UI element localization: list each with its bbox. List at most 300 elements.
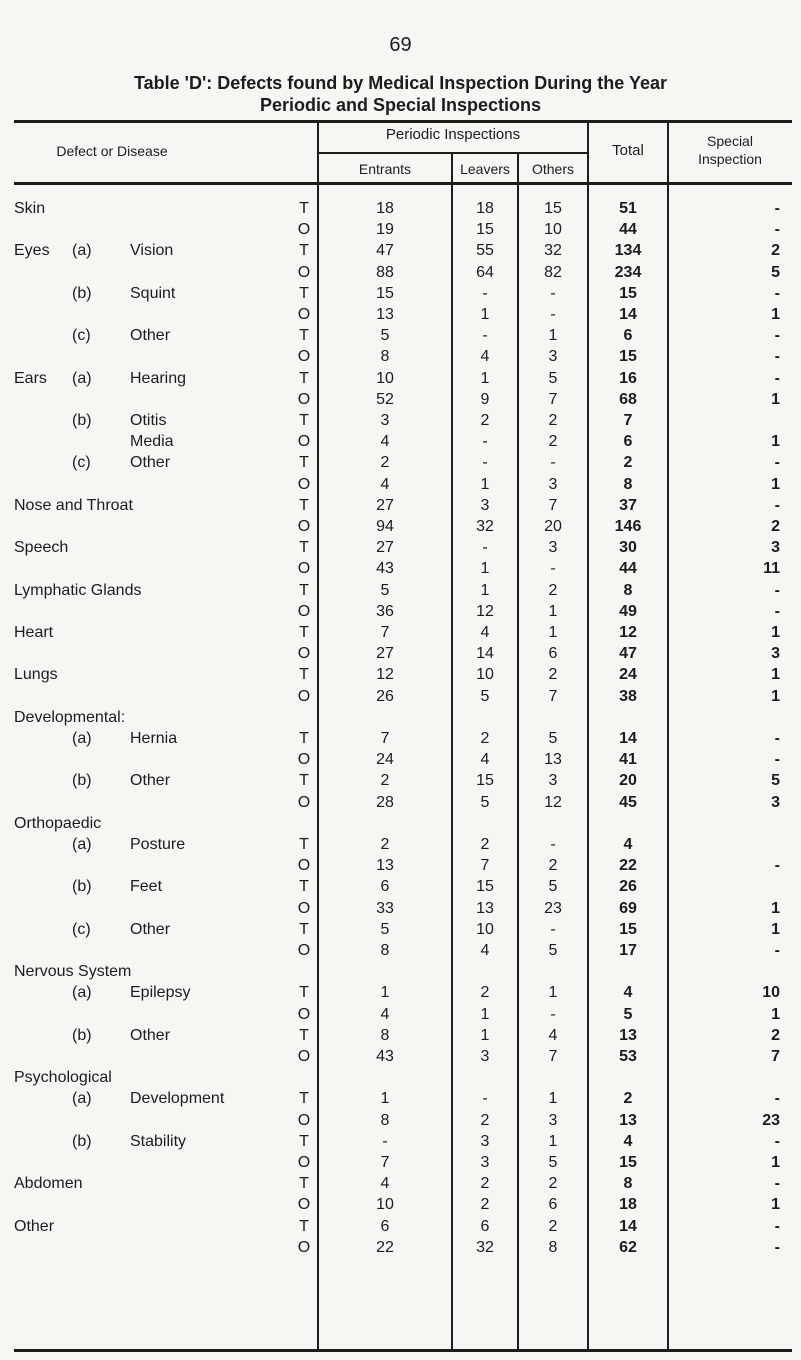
cell-entrants: 4 (380, 475, 390, 493)
cell-entrants: 8 (380, 1026, 390, 1044)
cell-leavers: - (482, 327, 488, 345)
row-type: O (297, 857, 311, 875)
cell-entrants: 18 (376, 200, 394, 217)
cell-total: 16 (619, 369, 637, 387)
cell-others: 7 (548, 496, 558, 514)
periodic-subheader-rule (318, 152, 588, 154)
table-row (0, 1067, 801, 1088)
cell-entrants: 1 (380, 984, 390, 1002)
row-sub-letter: (c) (72, 920, 91, 938)
cell-others: 82 (544, 263, 562, 281)
row-sub-letter: (a) (72, 730, 92, 747)
cell-total: 15 (619, 1154, 637, 1171)
cell-others: - (550, 306, 556, 323)
cell-total: 69 (619, 899, 637, 917)
cell-leavers: 7 (480, 857, 490, 875)
row-label: Heart (14, 624, 54, 641)
cell-entrants: 19 (376, 221, 394, 239)
row-sub-letter: (a) (72, 984, 92, 1002)
table-row (0, 198, 801, 219)
row-type: T (299, 284, 309, 302)
row-sub-name: Other (130, 920, 171, 938)
row-label: Nervous System (14, 963, 132, 981)
cell-leavers: 3 (480, 1048, 490, 1065)
row-label: Abdomen (14, 1175, 83, 1193)
cell-others: 6 (548, 1196, 558, 1214)
cell-leavers: 5 (480, 793, 490, 811)
cell-leavers: 4 (480, 624, 490, 641)
cell-entrants: 8 (380, 942, 390, 959)
bottom-rule (14, 1349, 792, 1352)
row-type: T (299, 1090, 309, 1108)
row-label: Lymphatic Glands (14, 581, 142, 599)
cell-total: 14 (619, 730, 637, 747)
cell-leavers: - (482, 454, 488, 472)
cell-entrants: 4 (380, 1175, 390, 1193)
cell-special: 1 (771, 1154, 780, 1171)
cell-total: 44 (619, 221, 637, 239)
row-type: O (297, 306, 311, 323)
cell-others: 15 (544, 200, 562, 217)
cell-leavers: 10 (476, 666, 494, 684)
cell-special: - (774, 454, 780, 472)
row-type: T (299, 539, 309, 557)
row-label: Ears (14, 369, 47, 387)
table-row (0, 368, 801, 389)
cell-entrants: - (382, 1132, 388, 1150)
cell-special: 23 (762, 1111, 780, 1129)
row-type: O (297, 348, 311, 366)
header-entrants: Entrants (358, 161, 412, 177)
cell-others: 3 (548, 772, 558, 790)
cell-leavers: 13 (476, 899, 494, 917)
cell-others: 1 (548, 327, 558, 345)
cell-special: 1 (771, 920, 780, 938)
cell-total: 24 (619, 666, 637, 684)
row-type: T (299, 1026, 309, 1044)
cell-others: 1 (548, 1132, 558, 1150)
cell-others: - (550, 1005, 556, 1023)
cell-others: 7 (548, 390, 558, 408)
row-sub-name: Stability (130, 1132, 187, 1150)
cell-total: 4 (623, 984, 633, 1002)
table-row (0, 219, 801, 240)
cell-total: 49 (619, 602, 637, 620)
cell-total: 4 (623, 836, 633, 853)
cell-entrants: 43 (376, 560, 394, 578)
row-type: T (299, 878, 309, 896)
cell-special: - (774, 942, 780, 959)
row-type: O (297, 1048, 311, 1065)
cell-others: - (550, 560, 556, 578)
row-type: T (299, 412, 309, 429)
row-type: O (297, 687, 311, 705)
row-type: O (297, 942, 311, 959)
table-row (0, 686, 801, 707)
cell-entrants: 1 (380, 1090, 390, 1108)
cell-total: 37 (619, 496, 637, 514)
cell-special: 10 (762, 984, 780, 1002)
cell-entrants: 24 (376, 751, 394, 769)
cell-special: 1 (771, 475, 780, 493)
cell-entrants: 27 (376, 539, 394, 557)
table-row (0, 855, 801, 876)
cell-others: 2 (548, 1217, 558, 1235)
cell-entrants: 88 (376, 263, 394, 281)
cell-entrants: 5 (380, 327, 390, 345)
cell-special: - (774, 730, 780, 747)
table-row (0, 876, 801, 897)
cell-leavers: 1 (480, 560, 490, 578)
cell-special: 1 (771, 1196, 780, 1214)
cell-special: 3 (771, 539, 780, 557)
cell-leavers: 3 (480, 1132, 490, 1150)
cell-total: 7 (623, 412, 633, 429)
cell-others: - (550, 920, 556, 938)
row-type: O (297, 390, 311, 408)
cell-entrants: 12 (376, 666, 394, 684)
defects-table (0, 120, 801, 1352)
row-sub-name: Media (130, 433, 174, 451)
cell-special: - (774, 200, 780, 217)
row-type: O (297, 263, 311, 281)
cell-entrants: 7 (380, 730, 390, 747)
cell-special: 5 (771, 263, 780, 281)
table-row (0, 622, 801, 643)
header-bottom-rule (14, 182, 792, 185)
table-row (0, 1004, 801, 1025)
header-special (668, 132, 792, 168)
row-sub-name: Posture (130, 836, 186, 853)
row-type: O (297, 1005, 311, 1023)
row-sub-letter: (c) (72, 327, 91, 345)
cell-special: 11 (763, 560, 780, 578)
cell-leavers: 1 (480, 475, 490, 493)
cell-total: 13 (619, 1026, 637, 1044)
cell-total: 17 (619, 942, 637, 959)
cell-total: 234 (614, 263, 642, 281)
cell-entrants: 3 (380, 412, 390, 429)
cell-leavers: - (482, 284, 488, 302)
cell-special: - (774, 1217, 780, 1235)
cell-leavers: 18 (476, 200, 494, 217)
table-row (0, 474, 801, 495)
table-row (0, 452, 801, 473)
row-sub-letter: (b) (72, 772, 92, 790)
cell-special: - (774, 751, 780, 769)
cell-others: 1 (548, 1090, 558, 1108)
cell-entrants: 94 (376, 518, 394, 535)
cell-others: 5 (548, 1154, 558, 1171)
cell-leavers: 32 (476, 1238, 494, 1256)
cell-special: - (774, 496, 780, 514)
cell-leavers: 6 (480, 1217, 490, 1235)
row-label: Psychological (14, 1069, 112, 1087)
cell-entrants: 10 (376, 1196, 394, 1214)
row-type: O (297, 1196, 311, 1214)
cell-leavers: 4 (480, 751, 490, 769)
cell-leavers: 12 (476, 602, 494, 620)
row-sub-letter: (b) (72, 1026, 92, 1044)
cell-total: 2 (623, 1090, 633, 1108)
cell-special: - (774, 1090, 780, 1108)
table-row (0, 1152, 801, 1173)
table-row (0, 325, 801, 346)
cell-entrants: 15 (376, 284, 394, 302)
table-row (0, 537, 801, 558)
cell-total: 146 (614, 518, 642, 535)
cell-others: 7 (548, 1048, 558, 1065)
row-type: T (299, 369, 309, 387)
top-rule (14, 120, 792, 123)
cell-entrants: 7 (380, 624, 390, 641)
cell-leavers: 10 (476, 920, 494, 938)
cell-others: - (550, 836, 556, 853)
cell-entrants: 47 (376, 242, 394, 260)
row-sub-name: Development (130, 1090, 225, 1108)
cell-entrants: 7 (380, 1154, 390, 1171)
cell-total: 18 (619, 1196, 637, 1214)
cell-leavers: 15 (476, 772, 494, 790)
header-special-line-1: Special (707, 133, 753, 149)
row-sub-name: Other (130, 327, 171, 345)
cell-special: - (774, 369, 780, 387)
table-row (0, 834, 801, 855)
cell-special: 2 (771, 1026, 780, 1044)
row-sub-name: Hearing (130, 369, 187, 387)
cell-total: 4 (623, 1132, 633, 1150)
cell-special: - (774, 602, 780, 620)
row-label: Nose and Throat (14, 496, 133, 514)
cell-total: 5 (623, 1005, 633, 1023)
cell-total: 12 (619, 624, 637, 641)
cell-special: 1 (771, 306, 780, 323)
cell-total: 8 (623, 475, 633, 493)
page-number: 69 (389, 34, 412, 56)
cell-total: 44 (619, 560, 637, 578)
row-type: T (299, 454, 309, 472)
cell-entrants: 26 (376, 687, 394, 705)
row-type: O (297, 475, 311, 493)
cell-others: 5 (548, 878, 558, 896)
header-periodic: Periodic Inspections (385, 126, 521, 143)
table-row (0, 1194, 801, 1215)
cell-leavers: 15 (476, 221, 494, 239)
cell-leavers: 1 (480, 581, 490, 599)
cell-special: 1 (771, 433, 780, 451)
cell-total: 26 (619, 878, 637, 896)
row-sub-letter: (b) (72, 412, 92, 429)
cell-entrants: 52 (376, 390, 394, 408)
cell-total: 45 (619, 793, 637, 811)
cell-entrants: 2 (380, 454, 390, 472)
cell-leavers: 4 (480, 348, 490, 366)
cell-total: 30 (619, 539, 637, 557)
row-type: O (297, 793, 311, 811)
cell-others: 10 (544, 221, 562, 239)
cell-others: 2 (548, 666, 558, 684)
cell-total: 38 (619, 687, 637, 705)
cell-others: 3 (548, 1111, 558, 1129)
header-defect: Defect or Disease (56, 143, 168, 159)
table-row (0, 1088, 801, 1109)
cell-others: 23 (544, 899, 562, 917)
cell-others: 20 (544, 518, 562, 535)
row-type: T (299, 836, 309, 853)
cell-entrants: 5 (380, 920, 390, 938)
cell-total: 47 (619, 645, 637, 663)
cell-others: 2 (548, 581, 558, 599)
row-label: Eyes (14, 242, 50, 260)
cell-entrants: 6 (380, 878, 390, 896)
cell-special: 1 (771, 1005, 780, 1023)
cell-leavers: 2 (480, 836, 490, 853)
cell-special: - (774, 1132, 780, 1150)
cell-others: 5 (548, 369, 558, 387)
cell-leavers: 14 (476, 645, 494, 663)
cell-leavers: 15 (476, 878, 494, 896)
cell-leavers: 2 (480, 1175, 490, 1193)
cell-entrants: 33 (376, 899, 394, 917)
cell-others: 8 (548, 1238, 558, 1256)
cell-entrants: 28 (376, 793, 394, 811)
cell-leavers: 3 (480, 1154, 490, 1171)
row-sub-name: Epilepsy (130, 984, 191, 1002)
table-row (0, 1110, 801, 1131)
row-type: T (299, 920, 309, 938)
row-type: O (297, 1238, 311, 1256)
cell-leavers: 1 (480, 369, 490, 387)
cell-total: 68 (619, 390, 637, 408)
table-row (0, 346, 801, 367)
cell-others: 12 (544, 793, 562, 811)
cell-total: 51 (619, 200, 637, 217)
cell-special: - (774, 348, 780, 366)
cell-special: - (774, 221, 780, 239)
row-sub-name: Other (130, 772, 171, 790)
cell-special: - (774, 581, 780, 599)
cell-total: 2 (623, 454, 633, 472)
cell-leavers: 1 (480, 1026, 490, 1044)
cell-others: 3 (548, 539, 558, 557)
table-row (0, 664, 801, 685)
cell-special: 3 (771, 793, 780, 811)
cell-leavers: 1 (480, 1005, 490, 1023)
row-type: T (299, 327, 309, 345)
row-type: T (299, 984, 309, 1002)
cell-entrants: 10 (376, 369, 394, 387)
cell-others: 2 (548, 1175, 558, 1193)
cell-others: 2 (548, 857, 558, 875)
table-row (0, 495, 801, 516)
cell-entrants: 6 (380, 1217, 390, 1235)
cell-others: 32 (544, 242, 562, 260)
row-type: O (297, 751, 311, 769)
cell-entrants: 2 (380, 772, 390, 790)
cell-special: 1 (771, 687, 780, 705)
table-row (0, 410, 801, 431)
row-sub-letter: (b) (72, 1132, 92, 1150)
cell-total: 20 (619, 772, 637, 790)
cell-leavers: 2 (480, 730, 490, 747)
row-type: O (297, 899, 311, 917)
row-label: Speech (14, 539, 69, 557)
cell-total: 8 (623, 581, 633, 599)
cell-leavers: 64 (476, 263, 494, 281)
row-sub-letter: (c) (72, 454, 91, 472)
row-type: T (299, 730, 309, 747)
table-row (0, 707, 801, 728)
row-type: T (299, 1217, 309, 1235)
cell-others: 1 (548, 984, 558, 1002)
row-type: T (299, 242, 309, 260)
table-row (0, 283, 801, 304)
cell-special: 2 (771, 518, 780, 535)
cell-total: 22 (619, 857, 637, 875)
cell-entrants: 27 (376, 496, 394, 514)
row-type: T (299, 1175, 309, 1193)
table-row (0, 558, 801, 579)
table-row (0, 580, 801, 601)
cell-others: 1 (548, 602, 558, 620)
table-row (0, 431, 801, 452)
cell-total: 8 (623, 1175, 633, 1193)
table-row (0, 601, 801, 622)
table-row (0, 982, 801, 1003)
cell-total: 41 (619, 751, 637, 769)
cell-special: 3 (771, 645, 780, 663)
cell-special: - (774, 857, 780, 875)
cell-others: 5 (548, 730, 558, 747)
cell-special: - (774, 327, 780, 345)
cell-leavers: 9 (480, 390, 490, 408)
cell-leavers: 55 (476, 242, 494, 260)
table-row (0, 240, 801, 261)
table-row (0, 728, 801, 749)
row-sub-letter: (a) (72, 836, 92, 853)
row-type: O (297, 1154, 311, 1171)
row-sub-letter: (a) (72, 369, 92, 387)
row-sub-letter: (b) (72, 878, 92, 896)
row-label: Orthopaedic (14, 814, 102, 832)
row-type: O (297, 602, 311, 620)
cell-leavers: 3 (480, 496, 490, 514)
cell-entrants: 4 (380, 433, 390, 451)
cell-special: 1 (771, 624, 780, 641)
cell-others: 5 (548, 942, 558, 959)
row-sub-name: Other (130, 454, 171, 472)
row-type: O (297, 645, 311, 663)
cell-total: 6 (623, 327, 633, 345)
cell-entrants: 8 (380, 1111, 390, 1129)
table-row (0, 643, 801, 664)
header-others: Others (531, 161, 574, 177)
row-label: Skin (14, 200, 46, 217)
cell-leavers: 5 (480, 687, 490, 705)
table-row (0, 919, 801, 940)
row-type: T (299, 200, 309, 217)
cell-total: 134 (614, 242, 642, 260)
table-row (0, 792, 801, 813)
row-type: T (299, 624, 309, 641)
table-row (0, 898, 801, 919)
row-type: T (299, 496, 309, 514)
table-row (0, 1046, 801, 1067)
table-row (0, 1173, 801, 1194)
cell-others: 3 (548, 348, 558, 366)
cell-special: 1 (771, 899, 780, 917)
row-type: O (297, 221, 311, 239)
